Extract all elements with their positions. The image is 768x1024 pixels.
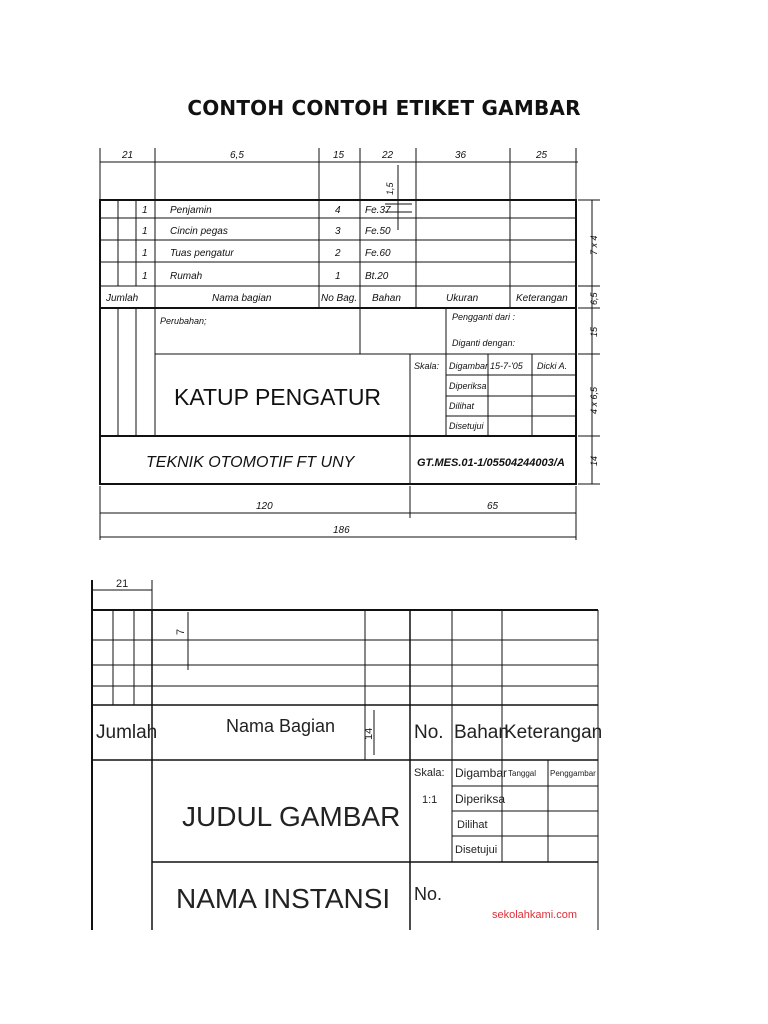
dilihat-label: Dilihat	[449, 401, 475, 411]
dim-22: 22	[382, 150, 394, 161]
part-qty: 1	[142, 271, 148, 282]
part-name: Penjamin	[170, 205, 212, 216]
bottom-no-2: No.	[414, 884, 443, 904]
header-jumlah: Jumlah	[106, 293, 139, 304]
dim-6-5: 6,5	[230, 150, 244, 161]
bottom-skala-value: 1:1	[422, 794, 438, 806]
dim-6-5-v: 6,5	[589, 292, 599, 305]
bottom-no: No.	[414, 722, 444, 743]
drawing-code: GT.MES.01-1/05504244003/A	[417, 457, 565, 469]
penggambar-value: Dicki A.	[537, 361, 568, 371]
header-no-bag: No Bag.	[321, 293, 358, 304]
bottom-jumlah: Jumlah	[96, 722, 158, 743]
bottom-nama-bagian: Nama Bagian	[226, 716, 336, 736]
bottom-penggambar: Penggambar	[550, 769, 596, 778]
dim-65: 65	[487, 501, 499, 512]
bottom-keterangan: Keterangan	[504, 722, 603, 743]
dim-4x6-5: 4 x 6,5	[589, 386, 599, 414]
dim-7-bottom: 7	[175, 628, 187, 635]
skala-label: Skala:	[414, 361, 440, 371]
part-no: 4	[335, 205, 341, 216]
bottom-tanggal: Tanggal	[508, 769, 537, 778]
perubahan-label: Perubahan;	[160, 316, 207, 326]
bottom-institution-name: NAMA INSTANSI	[176, 883, 391, 914]
disetujui-label: Disetujui	[449, 421, 484, 431]
dim-7x4: 7 x 4	[589, 235, 599, 255]
dim-120: 120	[256, 501, 273, 512]
part-qty: 1	[142, 248, 148, 259]
part-qty: 1	[142, 226, 148, 237]
pengganti-label: Pengganti dari :	[452, 312, 516, 322]
part-material: Fe.50	[365, 226, 391, 237]
dim-36: 36	[455, 150, 467, 161]
dim-15: 15	[333, 150, 345, 161]
tanggal-value: 15-7-'05	[490, 361, 523, 371]
dim-21-bottom: 21	[116, 578, 129, 590]
bottom-drawing-title: JUDUL GAMBAR	[182, 801, 401, 832]
dim-25: 25	[536, 150, 548, 161]
diperiksa-label: Diperiksa	[449, 381, 487, 391]
part-name: Cincin pegas	[170, 226, 228, 237]
digambar-label: Digambar	[449, 361, 489, 371]
part-qty: 1	[142, 205, 148, 216]
dim-14-bottom: 14	[363, 727, 375, 740]
bottom-bahan: Bahan	[454, 722, 509, 743]
dim-14-v: 14	[589, 455, 599, 466]
part-no: 3	[335, 226, 341, 237]
part-material: Fe.60	[365, 248, 391, 259]
watermark: sekolahkami.com	[492, 909, 577, 921]
header-ukuran: Ukuran	[446, 293, 479, 304]
bottom-dilihat: Dilihat	[457, 819, 488, 831]
part-no: 2	[335, 248, 341, 259]
dim-1-5: 1,5	[385, 182, 395, 195]
bottom-diperiksa: Diperiksa	[455, 792, 506, 806]
header-bahan: Bahan	[372, 293, 401, 304]
dim-21: 21	[122, 150, 134, 161]
dim-15-v: 15	[589, 326, 599, 337]
drawing-title: KATUP PENGATUR	[174, 384, 382, 410]
document-title: CONTOH CONTOH ETIKET GAMBAR	[187, 96, 581, 120]
dim-186: 186	[333, 525, 350, 536]
bottom-skala: Skala:	[414, 767, 445, 779]
part-no: 1	[335, 271, 341, 282]
diganti-label: Diganti dengan:	[452, 338, 516, 348]
part-name: Rumah	[170, 271, 203, 282]
bottom-digambar: Digambar	[455, 766, 508, 780]
bottom-disetujui: Disetujui	[455, 844, 498, 856]
part-material: Fe.37	[365, 205, 391, 216]
institution-name: TEKNIK OTOMOTIF FT UNY	[146, 454, 355, 471]
bottom-block-grid	[92, 580, 598, 930]
part-material: Bt.20	[365, 271, 389, 282]
part-name: Tuas pengatur	[170, 248, 234, 259]
header-nama-bagian: Nama bagian	[212, 293, 272, 304]
header-keterangan: Keterangan	[516, 293, 568, 304]
